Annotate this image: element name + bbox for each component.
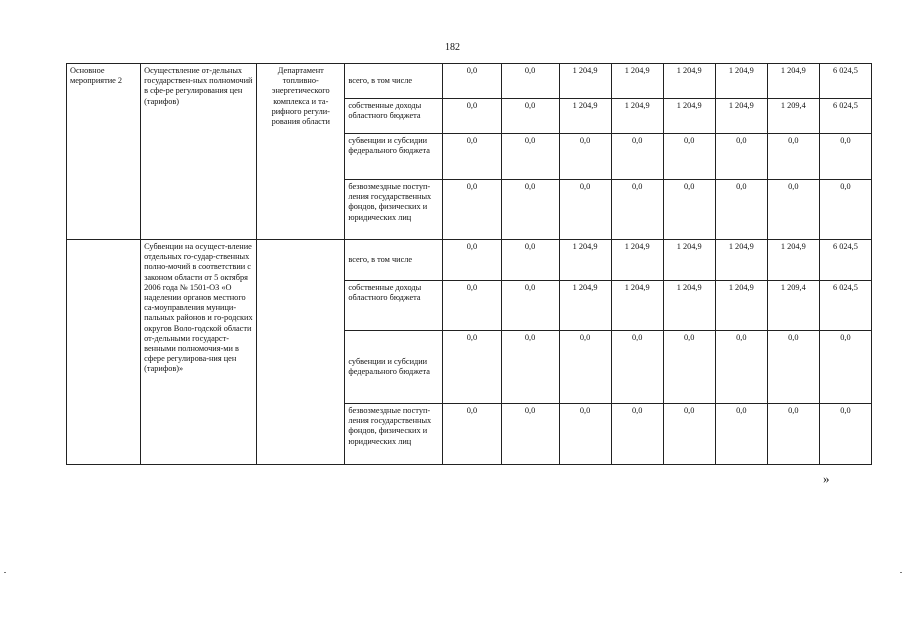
value-cell: 0,0 — [767, 404, 819, 465]
funding-source-cell: всего, в том числе — [345, 64, 443, 99]
value-cell: 0,0 — [443, 281, 501, 331]
funding-source-cell: субвенции и субсидии федерального бюджета — [345, 134, 443, 180]
value-cell: 0,0 — [819, 180, 871, 240]
event-title-cell: Осуществление от-дельных государствен-ных полномочий в сфе-ре регулирования цен (тарифов) — [141, 64, 257, 240]
value-cell: 0,0 — [663, 180, 715, 240]
table-row — [67, 64, 872, 99]
value-cell: 0,0 — [767, 180, 819, 240]
executor-cell: Департамент топливно-энергетического комплекса и та-рифного регули-рования области — [257, 64, 345, 240]
margin-mark-right — [900, 572, 902, 573]
value-cell: 0,0 — [715, 180, 767, 240]
value-cell: 1 204,9 — [663, 64, 715, 99]
funding-source-cell: собственные доходы областного бюджета — [345, 281, 443, 331]
value-cell: 0,0 — [715, 331, 767, 404]
value-cell: 0,0 — [501, 64, 559, 99]
value-cell: 0,0 — [443, 240, 501, 281]
value-cell: 1 204,9 — [715, 99, 767, 134]
value-cell: 0,0 — [611, 134, 663, 180]
value-cell: 0,0 — [767, 331, 819, 404]
value-cell: 0,0 — [501, 99, 559, 134]
value-cell: 1 204,9 — [767, 240, 819, 281]
value-cell: 1 204,9 — [611, 281, 663, 331]
value-cell: 1 204,9 — [559, 240, 611, 281]
value-cell: 0,0 — [611, 331, 663, 404]
value-cell: 0,0 — [443, 64, 501, 99]
value-cell: 0,0 — [611, 180, 663, 240]
value-cell: 0,0 — [443, 134, 501, 180]
value-cell: 1 204,9 — [715, 240, 767, 281]
value-cell: 1 204,9 — [663, 281, 715, 331]
value-cell: 0,0 — [663, 134, 715, 180]
value-cell: 0,0 — [559, 134, 611, 180]
value-cell: 0,0 — [559, 404, 611, 465]
table-row — [67, 240, 872, 281]
value-cell: 0,0 — [501, 134, 559, 180]
value-cell: 1 209,4 — [767, 99, 819, 134]
value-cell: 6 024,5 — [819, 64, 871, 99]
funding-source-cell: всего, в том числе — [345, 240, 443, 281]
event-label-empty-cell — [67, 240, 141, 465]
closing-quote: » — [823, 471, 830, 486]
funding-source-cell: субвенции и субсидии федерального бюджета — [345, 331, 443, 404]
value-cell: 0,0 — [501, 180, 559, 240]
value-cell: 1 204,9 — [715, 64, 767, 99]
value-cell: 0,0 — [443, 331, 501, 404]
value-cell: 0,0 — [663, 404, 715, 465]
page-number: 182 — [445, 42, 460, 53]
funding-source-cell: безвозмездные поступ-ления государственных фондов, физических и юридических лиц — [345, 180, 443, 240]
value-cell: 0,0 — [443, 180, 501, 240]
value-cell: 1 204,9 — [611, 64, 663, 99]
value-cell: 0,0 — [501, 240, 559, 281]
value-cell: 0,0 — [501, 404, 559, 465]
value-cell: 0,0 — [663, 331, 715, 404]
value-cell: 6 024,5 — [819, 99, 871, 134]
value-cell: 0,0 — [767, 134, 819, 180]
value-cell: 0,0 — [443, 99, 501, 134]
value-cell: 0,0 — [443, 404, 501, 465]
event-label-cell: Основное мероприятие 2 — [67, 64, 141, 240]
value-cell: 6 024,5 — [819, 281, 871, 331]
value-cell: 0,0 — [501, 331, 559, 404]
value-cell: 1 204,9 — [611, 99, 663, 134]
value-cell: 1 209,4 — [767, 281, 819, 331]
value-cell: 1 204,9 — [611, 240, 663, 281]
value-cell: 1 204,9 — [559, 99, 611, 134]
value-cell: 0,0 — [819, 134, 871, 180]
value-cell: 0,0 — [559, 180, 611, 240]
executor-empty-cell — [257, 240, 345, 465]
value-cell: 1 204,9 — [767, 64, 819, 99]
margin-mark-left — [4, 572, 6, 573]
funding-source-cell: собственные доходы областного бюджета — [345, 99, 443, 134]
value-cell: 0,0 — [559, 331, 611, 404]
value-cell: 0,0 — [715, 134, 767, 180]
value-cell: 1 204,9 — [715, 281, 767, 331]
value-cell: 1 204,9 — [559, 281, 611, 331]
value-cell: 0,0 — [501, 281, 559, 331]
value-cell: 0,0 — [819, 331, 871, 404]
value-cell: 1 204,9 — [663, 240, 715, 281]
value-cell: 1 204,9 — [559, 64, 611, 99]
value-cell: 1 204,9 — [663, 99, 715, 134]
value-cell: 0,0 — [819, 404, 871, 465]
subvention-title-cell: Субвенции на осущест-вление отдельных го-судар-ственных полно-мочий в соответствии с законом области от 5 октября 2006 года № 1501-ОЗ «О наделении органов местного са-моуправления муници-пальных районов и го-родских округов Воло-годской области от-дельными государст-венными полномочия-ми в сфере регулирова-ния цен (тарифов)» — [141, 240, 257, 465]
value-cell: 0,0 — [611, 404, 663, 465]
value-cell: 0,0 — [715, 404, 767, 465]
value-cell: 6 024,5 — [819, 240, 871, 281]
budget-table — [66, 63, 872, 465]
funding-source-cell: безвозмездные поступ-ления государственных фондов, физических и юридических лиц — [345, 404, 443, 465]
